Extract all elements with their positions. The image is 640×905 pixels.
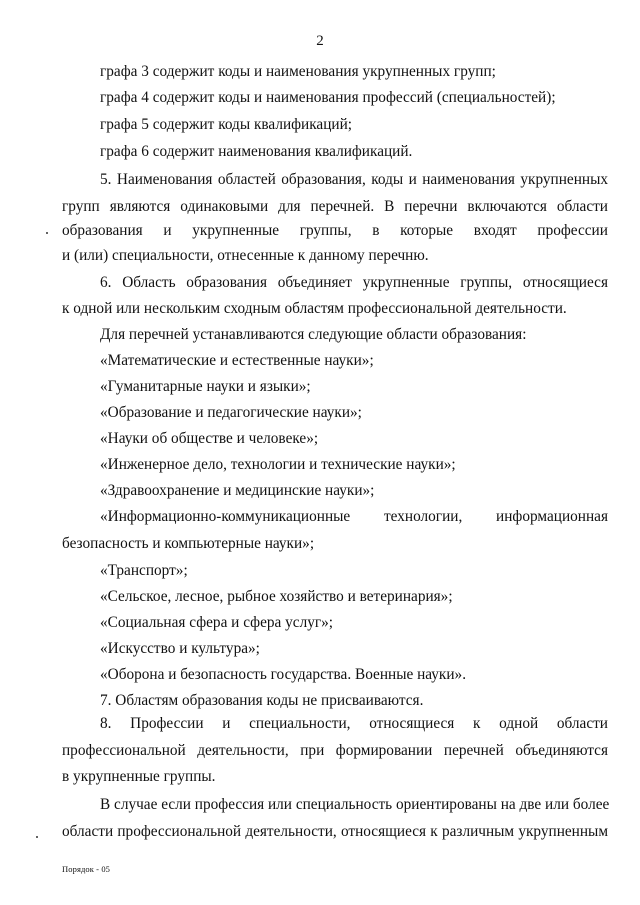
word: которые [400,222,454,239]
text-line: «Транспорт»; [100,562,188,579]
text-line: профессиональной деятельности, при формировании перечней объединяются [62,742,608,759]
text-line: к одной или нескольким сходным областям профессиональной деятельности. [62,300,567,317]
text-line: 7. Областям образования коды не присваиваются. [100,692,424,709]
text-line: Для перечней устанавливаются следующие области образования: [100,326,527,343]
text-line [100,715,608,733]
word: образования [62,222,143,239]
text-line: «Гуманитарные науки и языки»; [100,378,311,395]
text-line: в укрупненные группы. [62,768,216,785]
word: специальности, [249,715,351,732]
scan-speck [46,232,48,234]
text-line: графа 4 содержит коды и наименования профессий (специальностей); [100,89,556,106]
text-line [62,222,608,240]
text-line: «Искусство и культура»; [100,640,260,657]
text-line: «Науки об обществе и человеке»; [100,430,319,447]
text-line: «Оборона и безопасность государства. Военные науки». [100,666,467,683]
word: к [473,715,481,732]
word: одной [499,715,539,732]
word: «Информационно-коммуникационные [100,508,351,525]
word: профессии [537,222,608,239]
text-line: 6. Область образования объединяет укрупненные группы, относящиеся [100,274,608,291]
word: входят [473,222,517,239]
text-line: групп являются одинаковыми для перечней. В перечни включаются области [62,198,608,215]
text-line: области профессиональной деятельности, относящиеся к различным укрупненным [62,823,608,840]
text-line: «Математические и естественные науки»; [100,352,374,369]
scan-speck [36,836,38,838]
text-line: безопасность и компьютерные науки»; [62,535,315,552]
text-line [100,508,608,526]
text-line: графа 3 содержит коды и наименования укрупненных групп; [100,63,496,80]
word: и [163,222,172,239]
text-line: и (или) специальности, отнесенные к данному перечню. [62,247,429,264]
footer-code: Порядок - 05 [62,864,111,874]
word: 8. [100,715,112,732]
text-line: 5. Наименования областей образования, коды и наименования укрупненных [100,171,608,188]
text-line: «Здравоохранение и медицинские науки»; [100,482,375,499]
word: укрупненные [192,222,280,239]
text-line: «Социальная сфера и сфера услуг»; [100,614,334,631]
text-line: «Образование и педагогические науки»; [100,404,362,421]
word: группы, [299,222,352,239]
word: области [556,715,608,732]
word: относящиеся [369,715,455,732]
text-line: «Инженерное дело, технологии и технические науки»; [100,456,456,473]
word: информационная [496,508,608,525]
word: и [222,715,231,732]
text-line: «Сельское, лесное, рыбное хозяйство и ветеринария»; [100,588,453,605]
word: технологии, [383,508,463,525]
text-line: В случае если профессия или специальность ориентированы на две или более [100,796,610,813]
word: Профессии [130,715,204,732]
word: в [372,222,380,239]
page-number: 2 [316,33,324,49]
text-line: графа 5 содержит коды квалификаций; [100,116,353,133]
text-line: графа 6 содержит наименования квалификаций. [100,143,413,160]
